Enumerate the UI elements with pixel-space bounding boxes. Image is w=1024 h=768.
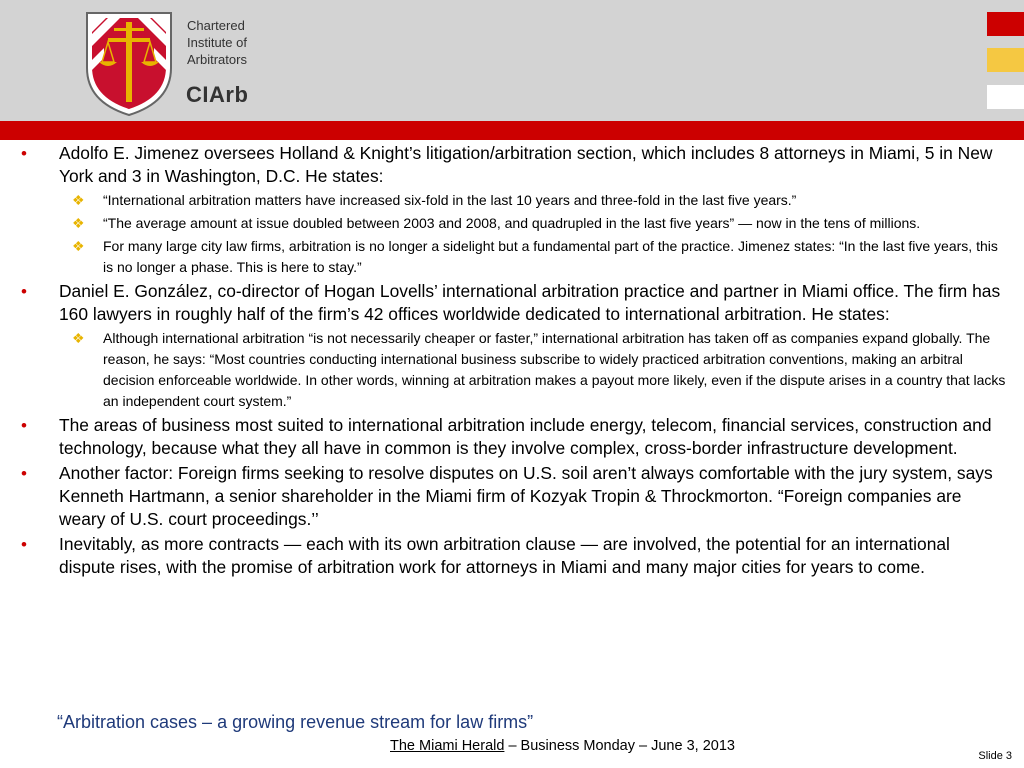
bullet-text: Another factor: Foreign firms seeking to resolve disputes on U.S. soil aren’t always comfortable with the jury system, says Kenneth Hartmann, a senior shareholder in the Miami firm of Kozyak Tropin & Throckmorton. “Foreign companies are weary of U.S. court proceedings.’’ — [59, 463, 993, 529]
sub-bullet-text: “International arbitration matters have increased six-fold in the last 10 years and three-fold in the last five years.” — [103, 192, 797, 208]
source-publication: The Miami Herald — [390, 738, 505, 754]
diamond-bullet-icon: ❖ — [72, 215, 85, 231]
bullet-text: Adolfo E. Jimenez oversees Holland & Knight’s litigation/arbitration section, which includes 8 attorneys in Miami, 5 in New York and 3 in Washington, D.C. He states: — [59, 143, 993, 186]
bullet-item — [0, 462, 1024, 531]
ciarb-shield-logo — [84, 10, 174, 118]
tagline-quote: “Arbitration cases – a growing revenue stream for law firms” — [57, 712, 534, 732]
bullet-dot-icon: • — [21, 416, 27, 435]
bullet-dot-icon: • — [21, 282, 27, 301]
logo-wordmark — [187, 17, 247, 68]
bullet-item — [0, 280, 1024, 326]
diamond-bullet-icon: ❖ — [72, 330, 85, 346]
sub-bullet-text: Although international arbitration “is not necessarily cheaper or faster,” international arbitration has taken off as companies expand globally. The reason, he says: “Most countries conducting international business subscribe to widely practiced arbitration conventions, making an arbitral decision enforceable worldwide. In other words, winning at arbitration makes a payout more likely, even if the dispute arises in a country that lacks an independent court system.” — [103, 330, 1006, 409]
bullet-text: Inevitably, as more contracts — each with its own arbitration clause — are involved, the potential for an international dispute rises, with the promise of arbitration work for attorneys in Miami and many major cities for years to come. — [59, 534, 950, 577]
slide-body — [0, 142, 1024, 581]
header-red-band — [0, 121, 1024, 140]
bullet-text: The areas of business most suited to international arbitration include energy, telecom, financial services, construction and technology, because what they all have in common is they involve complex, cross-border infrastructure development. — [59, 415, 992, 458]
bullet-dot-icon: • — [21, 464, 27, 483]
bullet-dot-icon: • — [21, 144, 27, 163]
yellow-square — [987, 48, 1024, 72]
sub-bullet-item — [0, 328, 1024, 412]
bullet-item — [0, 533, 1024, 579]
diamond-bullet-icon: ❖ — [72, 238, 85, 254]
bullet-item — [0, 142, 1024, 188]
logo-line: Arbitrators — [187, 52, 247, 67]
sub-bullet-text: “The average amount at issue doubled between 2003 and 2008, and quadrupled in the last five years” — now in the tens of millions. — [103, 215, 921, 231]
diamond-bullet-icon: ❖ — [72, 192, 85, 208]
header-bar — [0, 0, 1024, 121]
logo-line: Institute of — [187, 35, 247, 50]
sub-bullet-text: For many large city law firms, arbitration is no longer a sidelight but a fundamental part of the practice. Jimenez states: “In the last five years, this is no longer a phase. This is here to stay.” — [103, 238, 998, 275]
bullet-item — [0, 414, 1024, 460]
red-square — [987, 12, 1024, 36]
bullet-text: Daniel E. González, co-director of Hogan Lovells’ international arbitration practice and partner in Miami office. The firm has 160 lawyers in roughly half of the firm’s 42 offices worldwide dedicated to international arbitration. He states: — [59, 281, 1001, 324]
sub-bullet-item — [0, 190, 1024, 211]
sub-bullet-item — [0, 213, 1024, 234]
source-citation — [390, 738, 735, 754]
slide-number: Slide 3 — [978, 750, 1012, 762]
logo-line: Chartered — [187, 18, 245, 33]
sub-bullet-item — [0, 236, 1024, 278]
white-square — [987, 85, 1024, 109]
logo-abbreviation: CIArb — [186, 82, 249, 107]
source-details: – Business Monday – June 3, 2013 — [504, 738, 735, 754]
bullet-dot-icon: • — [21, 535, 27, 554]
